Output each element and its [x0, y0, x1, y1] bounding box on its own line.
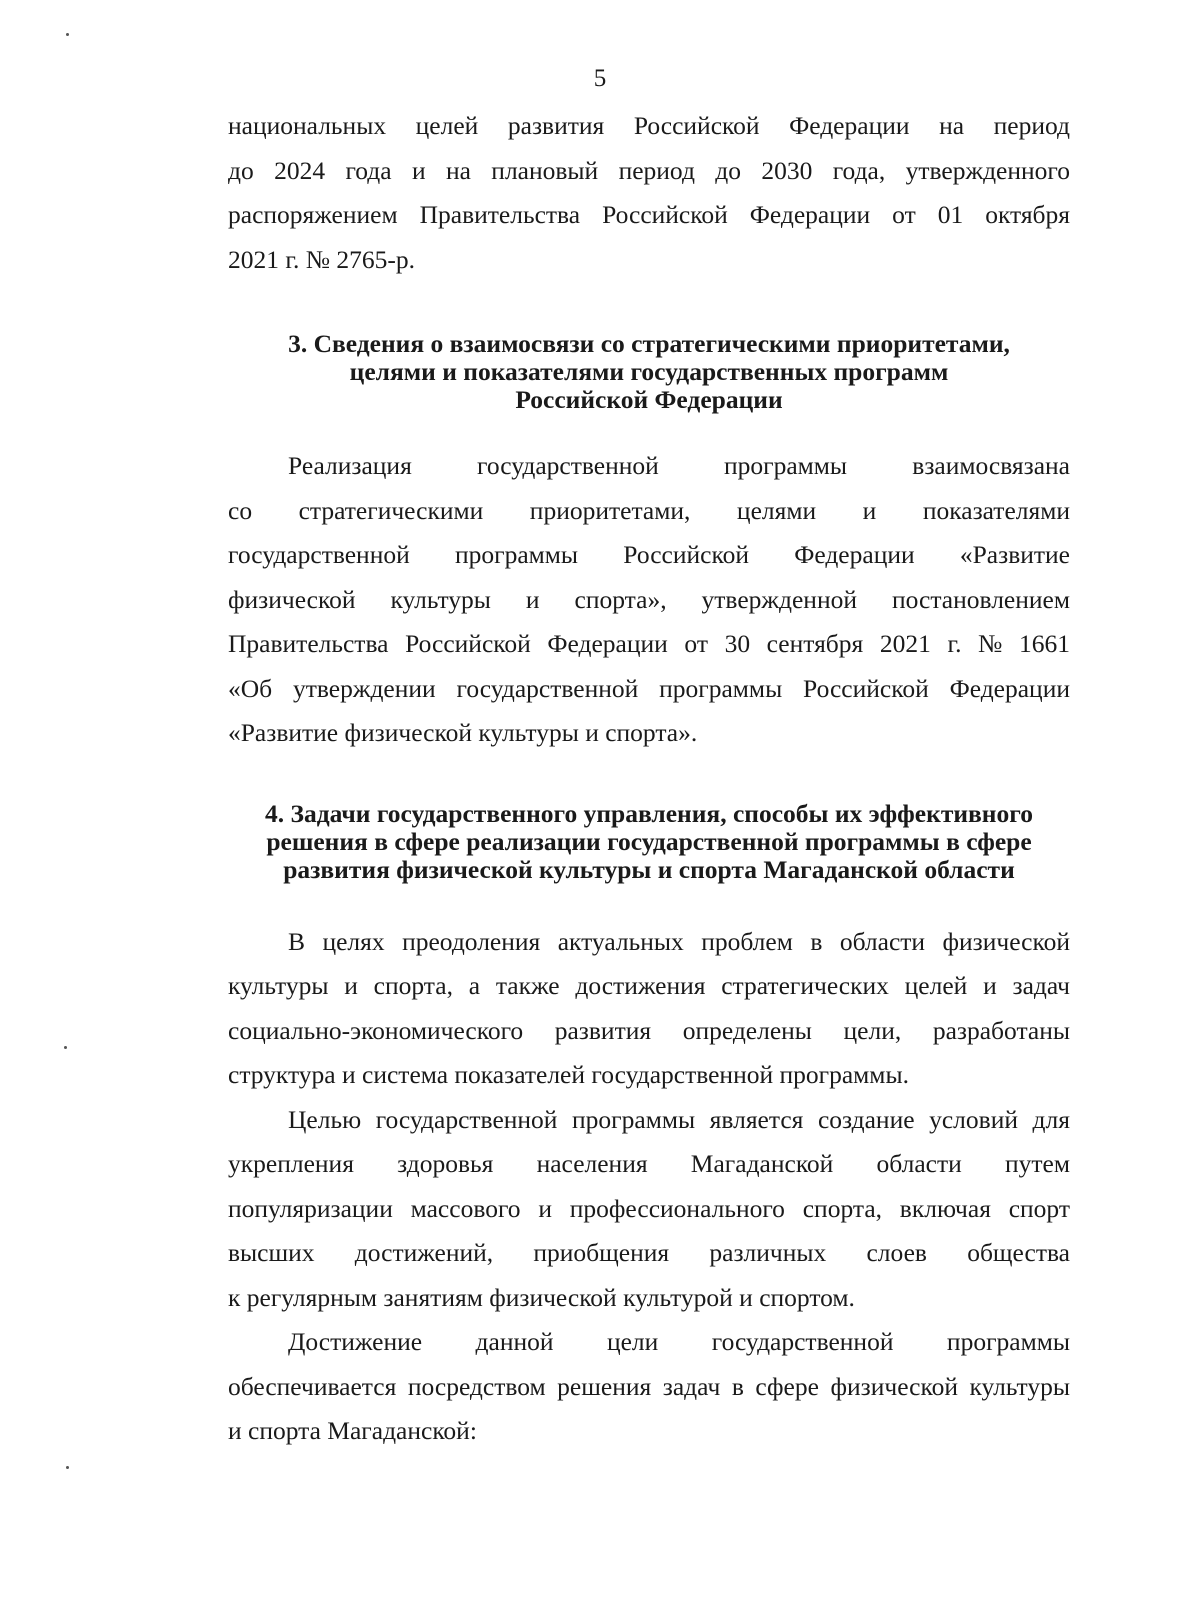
paragraph-section-4-intro	[228, 920, 1070, 1098]
text-line: государственной программы Российской Федерации «Развитие	[228, 540, 1070, 569]
section-heading-3	[228, 330, 1070, 414]
text-line: физической культуры и спорта», утвержденной постановлением	[228, 584, 1070, 614]
text-line: к регулярным занятиям физической культурой и спортом.	[228, 1282, 855, 1312]
text-line: 2021 г. № 2765-р.	[228, 244, 416, 274]
paragraph-section-3	[228, 444, 1070, 756]
text-line: культуры и спорта, а также достижения стратегических целей и задач	[228, 971, 1070, 1000]
heading-line: решения в сфере реализации государственной программы в сфере	[266, 826, 1032, 856]
text-line: Правительства Российской Федерации от 30 сентября 2021 г. № 1661	[228, 629, 1070, 658]
heading-line: 4. Задачи государственного управления, способы их эффективного	[265, 798, 1033, 828]
text-line: высших достижений, приобщения различных слоев общества	[228, 1238, 1070, 1267]
paragraph-program-goal	[228, 1098, 1070, 1321]
text-line: популяризации массового и профессионального спорта, включая спорт	[228, 1193, 1070, 1223]
paragraph-continuation	[228, 104, 1070, 282]
text-line: и спорта Магаданской:	[228, 1416, 477, 1445]
heading-line: развития физической культуры и спорта Магаданской области	[283, 854, 1015, 884]
text-line: Целью государственной программы является создание условий для	[288, 1104, 1070, 1134]
text-line: социально-экономического развития определены цели, разработаны	[228, 1015, 1070, 1045]
text-line: Достижение данной цели государственной программы	[288, 1327, 1070, 1356]
scan-speck	[66, 33, 69, 36]
scan-speck	[64, 1046, 67, 1049]
paragraph-goal-achievement	[228, 1320, 1070, 1454]
text-line: национальных целей развития Российской Федерации на период	[228, 111, 1070, 140]
heading-line: Российской Федерации	[515, 385, 783, 414]
text-line: укрепления здоровья населения Магаданской области путем	[228, 1149, 1070, 1178]
text-line: до 2024 года и на плановый период до 2030 года, утвержденного	[228, 155, 1070, 185]
text-line: Реализация государственной программы взаимосвязана	[288, 451, 1070, 480]
text-line: обеспечивается посредством решения задач в сфере физической культуры	[228, 1371, 1070, 1401]
heading-line: 3. Сведения о взаимосвязи со стратегическими приоритетами,	[288, 329, 1010, 358]
scan-speck	[66, 1466, 69, 1469]
section-heading-4	[228, 800, 1070, 884]
text-line: распоряжением Правительства Российской Федерации от 01 октября	[228, 200, 1070, 229]
text-line: «Развитие физической культуры и спорта».	[228, 718, 698, 747]
text-line: со стратегическими приоритетами, целями и показателями	[228, 495, 1070, 525]
text-line: В целях преодоления актуальных проблем в области физической	[288, 926, 1070, 956]
document-body	[228, 104, 1070, 1454]
text-line: структура и система показателей государственной программы.	[228, 1060, 909, 1089]
page-number: 5	[593, 65, 607, 92]
heading-line: целями и показателями государственных программ	[349, 357, 949, 386]
text-line: «Об утверждении государственной программы Российской Федерации	[228, 673, 1070, 703]
